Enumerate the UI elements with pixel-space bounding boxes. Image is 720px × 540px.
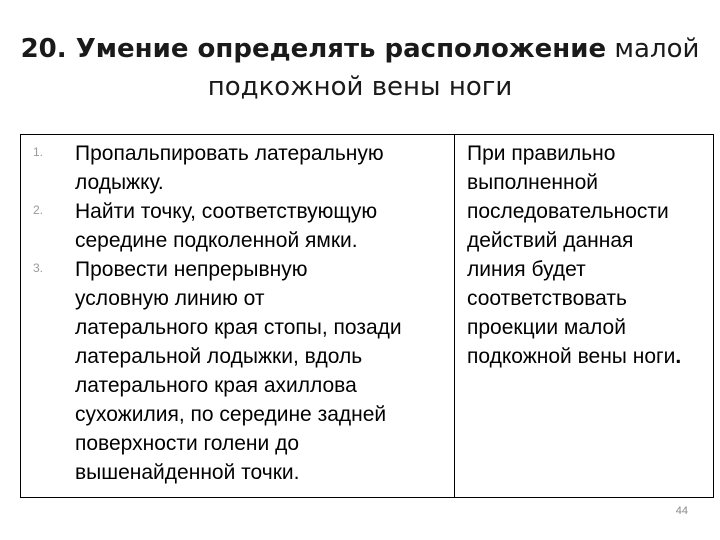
step-number: 3.: [33, 261, 44, 275]
result-cell: [467, 139, 711, 371]
result-line: выполненной: [467, 171, 598, 194]
result-line: При правильно: [467, 142, 616, 165]
result-line: действий данная: [467, 229, 634, 252]
step-line: поверхности голени до: [75, 432, 299, 455]
result-last-text: подкожной вены ноги: [467, 345, 676, 368]
step-number: 2.: [33, 203, 44, 217]
result-line: проекции малой: [467, 316, 626, 339]
step-line: вышенайденной точки.: [75, 461, 300, 484]
step-line: латерального края стопы, позади: [75, 316, 402, 339]
title-bold-part: 20. Умение определять расположение: [20, 34, 607, 64]
result-line: последовательности: [467, 200, 669, 223]
result-line: соответствовать: [467, 287, 627, 310]
step-item-3: [21, 255, 454, 487]
step-number: 1.: [33, 145, 44, 159]
content-table: [20, 134, 714, 498]
title-regular-part: малой: [614, 34, 700, 64]
result-period: .: [675, 345, 682, 368]
step-line: Найти точку, соответствующую: [75, 200, 378, 223]
column-divider: [454, 135, 455, 497]
title-line-2: подкожной вены ноги: [207, 72, 513, 102]
step-line: Провести непрерывную: [75, 258, 308, 281]
result-line-last: [467, 342, 711, 371]
step-line: сухожилия, по середине задней: [75, 403, 387, 426]
step-line: середине подколенной ямки.: [75, 229, 358, 252]
steps-cell: [21, 139, 454, 487]
page-title: [0, 30, 720, 106]
step-line: условную линию от: [75, 287, 265, 310]
step-line: лодыжку.: [75, 171, 164, 194]
step-line: Пропальпировать латеральную: [75, 142, 384, 165]
page-number: 44: [675, 505, 688, 517]
step-item-2: [21, 197, 454, 255]
steps-list: [21, 139, 454, 487]
step-line: латерального края ахиллова: [75, 374, 357, 397]
step-line: латеральной лодыжки, вдоль: [75, 345, 363, 368]
result-line: линия будет: [467, 258, 586, 281]
step-item-1: [21, 139, 454, 197]
